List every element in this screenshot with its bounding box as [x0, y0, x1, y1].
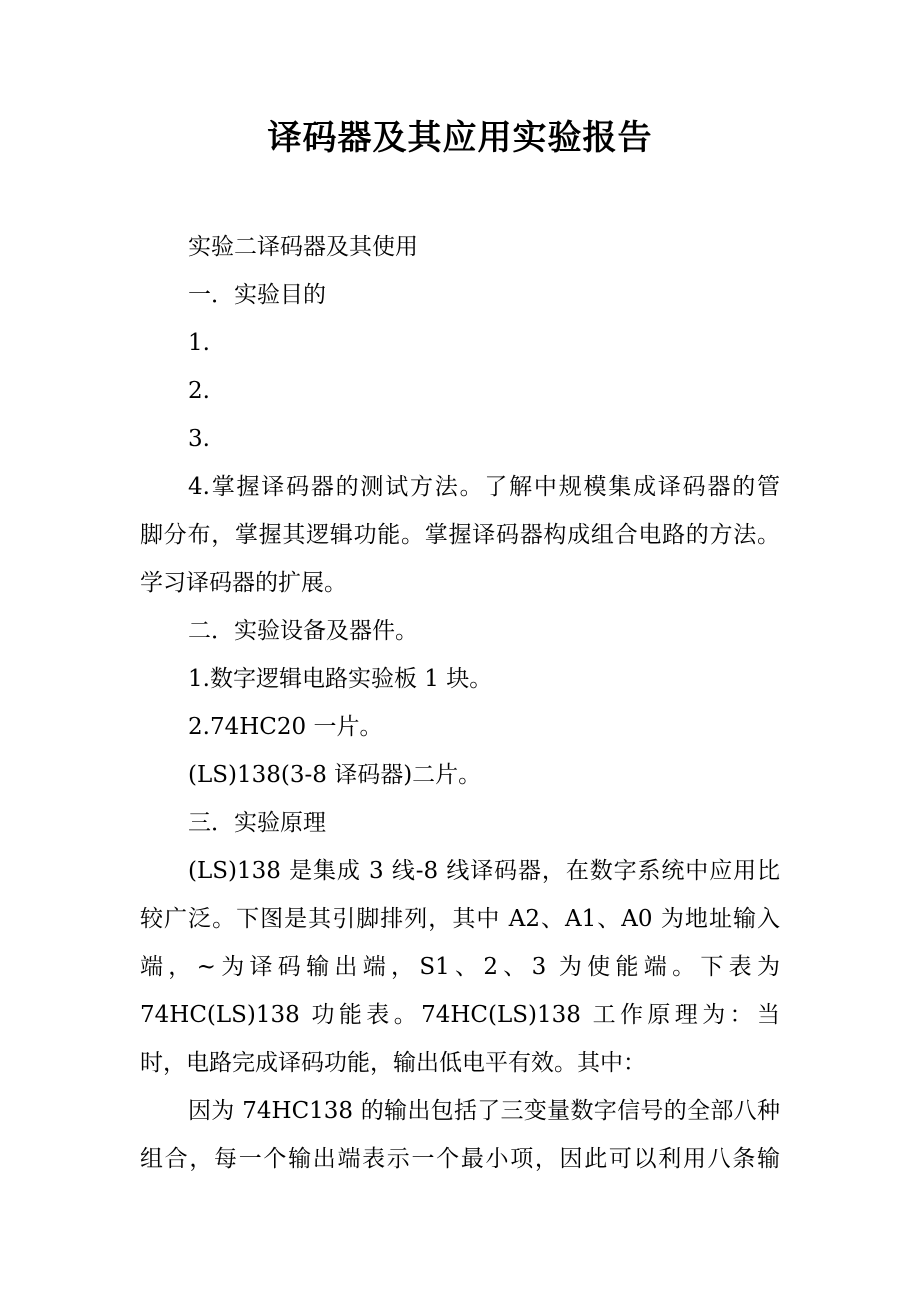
- section-heading: 三．实验原理: [188, 810, 326, 836]
- paragraph-line: 组合，每一个输出端表示一个最小项，因此可以利用八条输: [140, 1146, 780, 1172]
- paragraph-line: 时，电路完成译码功能，输出低电平有效。其中：: [140, 1050, 646, 1076]
- paragraph-line: 4.掌握译码器的测试方法。了解中规模集成译码器的管: [188, 474, 780, 500]
- paragraph-line: 因为 74HC138 的输出包括了三变量数字信号的全部八种: [188, 1098, 780, 1124]
- paragraph-line: 端，~为译码输出端，S1、2、3 为使能端。下表为: [140, 954, 780, 980]
- paragraph-line: 脚分布，掌握其逻辑功能。掌握译码器构成组合电路的方法。: [140, 522, 780, 548]
- paragraph-line: 较广泛。下图是其引脚排列，其中 A2、A1、A0 为地址输入: [140, 906, 780, 932]
- paragraph-line: (LS)138 是集成 3 线-8 线译码器，在数字系统中应用比: [188, 858, 780, 884]
- section-heading: 二．实验设备及器件。: [188, 618, 418, 644]
- section-heading: 实验二译码器及其使用: [188, 234, 418, 260]
- list-item: 2.: [188, 378, 210, 404]
- list-item: 1.数字逻辑电路实验板 1 块。: [188, 666, 493, 692]
- paragraph-line: 学习译码器的扩展。: [140, 570, 347, 596]
- list-item: 2.74HC20 一片。: [188, 714, 383, 740]
- list-item: 3.: [188, 426, 210, 452]
- document-body: [140, 223, 780, 1183]
- section-heading: 一．实验目的: [188, 282, 326, 308]
- list-item: 1.: [188, 330, 210, 356]
- paragraph-line: 74HC(LS)138 功能表。74HC(LS)138 工作原理为：当: [140, 1002, 780, 1028]
- document-title: 译码器及其应用实验报告: [267, 118, 653, 158]
- list-item: (LS)138(3-8 译码器)二片。: [188, 762, 482, 788]
